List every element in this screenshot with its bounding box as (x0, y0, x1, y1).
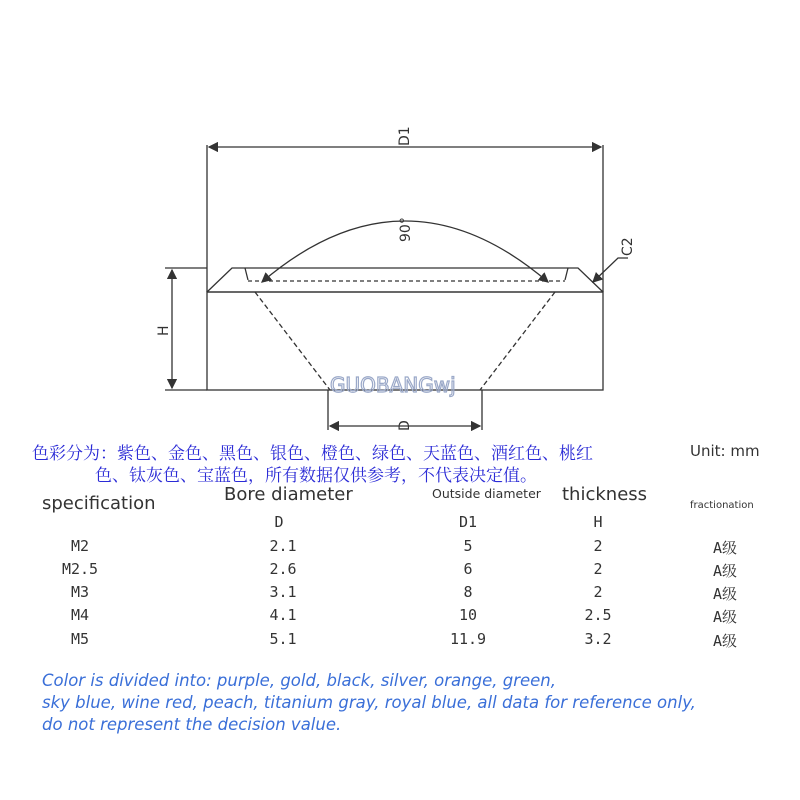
c2-leader (593, 258, 628, 282)
cell-d1: 11.9 (449, 630, 487, 648)
cone-right (480, 292, 555, 390)
cell-grade: A级 (712, 562, 738, 580)
cell-d1: 8 (463, 583, 473, 601)
washer-top-chamfer (207, 268, 603, 292)
header-thickness: thickness (562, 484, 648, 505)
header-outside-diameter: Outside diameter (432, 486, 541, 501)
cell-d1: 5 (463, 537, 473, 555)
cell-h: 2 (593, 560, 603, 578)
h-label: H (156, 325, 172, 336)
cell-spec: M5 (70, 630, 90, 648)
cell-spec: M3 (70, 583, 90, 601)
symbol-d1: D1 (458, 513, 478, 531)
d1-label: D1 (397, 126, 413, 146)
cell-h: 3.2 (584, 630, 612, 648)
cell-d1: 6 (463, 560, 473, 578)
header-bore-diameter: Bore diameter (224, 484, 353, 505)
cell-d: 2.6 (269, 560, 297, 578)
cell-grade: A级 (712, 585, 738, 603)
countersink-rim (245, 268, 248, 280)
symbol-d: D (274, 513, 284, 531)
cell-d: 2.1 (269, 537, 297, 555)
symbol-h: H (593, 513, 603, 531)
color-note-en-line1: Color is divided into: purple, gold, black, silver, orange, green, (42, 671, 556, 690)
cell-spec: M4 (70, 606, 90, 624)
cell-h: 2 (593, 583, 603, 601)
watermark: GUOBANGwj (330, 373, 456, 397)
cell-grade: A级 (712, 539, 738, 557)
unit-label: Unit: mm (690, 442, 760, 460)
cell-h: 2.5 (584, 606, 612, 624)
cell-grade: A级 (712, 608, 738, 626)
cone-left (255, 292, 330, 390)
cell-grade: A级 (712, 632, 738, 650)
header-fractionation: fractionation (690, 500, 754, 511)
cell-d1: 10 (458, 606, 478, 624)
cell-spec: M2.5 (61, 560, 99, 578)
header-specification: specification (42, 493, 156, 514)
d-label: D (397, 420, 413, 431)
color-note-en-line2: sky blue, wine red, peach, titanium gray, royal blue, all data for reference only, (42, 693, 696, 712)
cell-d: 3.1 (269, 583, 297, 601)
cell-d: 5.1 (269, 630, 297, 648)
color-note-en-line3: do not represent the decision value. (42, 715, 342, 734)
color-note-cn-line2: 色、钛灰色、宝蓝色，所有数据仅供参考，不代表决定值。 (95, 466, 537, 486)
angle-label: 90° (398, 217, 414, 242)
cell-spec: M2 (70, 537, 90, 555)
cell-d: 4.1 (269, 606, 297, 624)
color-note-cn-line1: 色彩分为：紫色、金色、黑色、银色、橙色、绿色、天蓝色、酒红色、桃红 (32, 444, 593, 464)
cell-h: 2 (593, 537, 603, 555)
c2-label: C2 (620, 237, 636, 256)
countersink-rim-right (565, 268, 568, 280)
